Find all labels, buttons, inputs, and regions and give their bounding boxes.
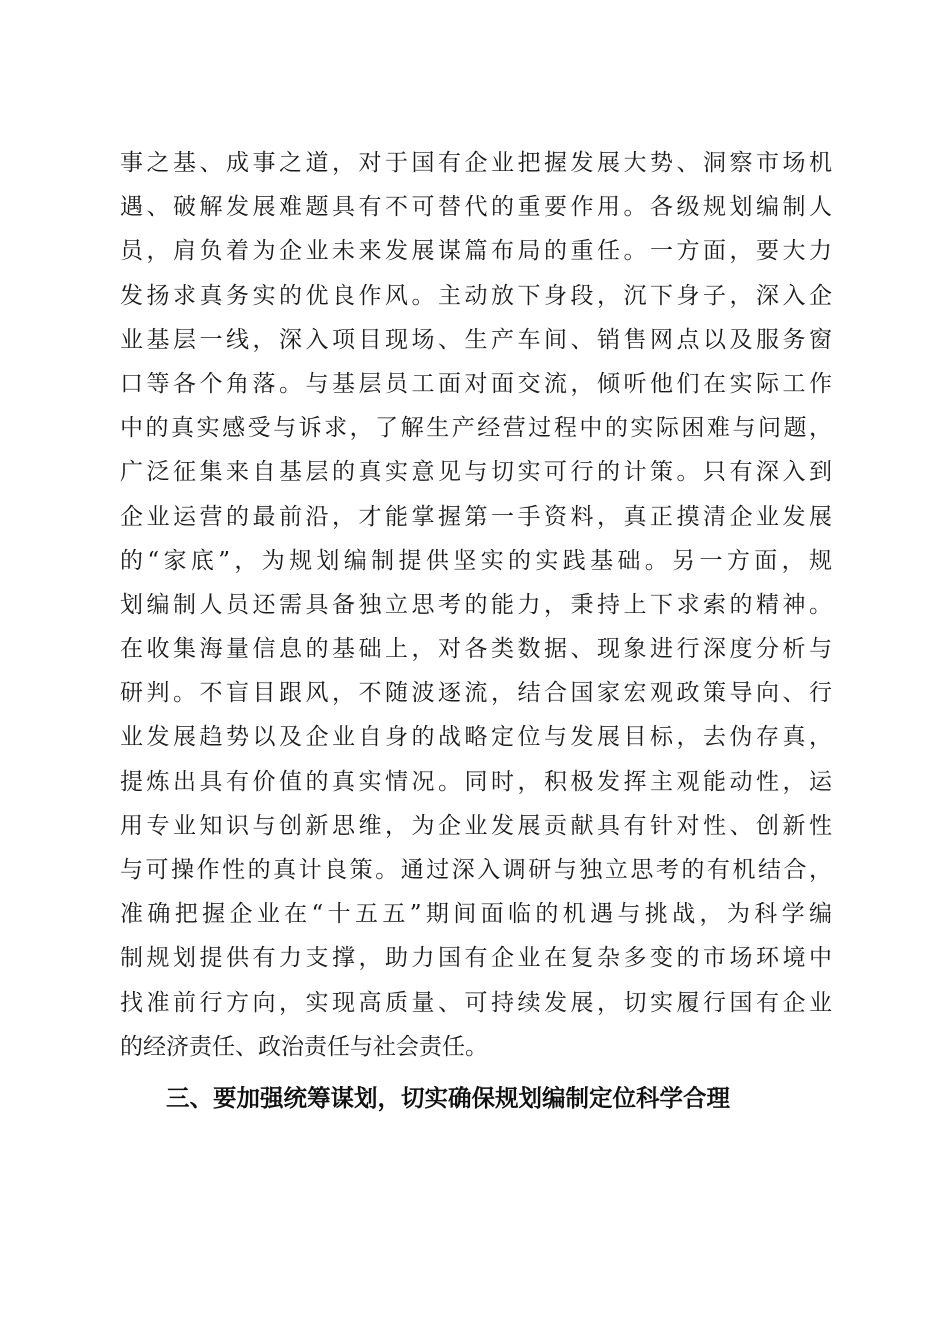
paragraph-line: 与可操作性的真计良策。通过深入调研与独立思考的有机结合， <box>120 857 832 883</box>
paragraph-line: 找准前行方向，实现高质量、可持续发展，切实履行国有企业 <box>120 989 832 1016</box>
paragraph-line: 用专业知识与创新思维，为企业发展贡献具有针对性、创新性 <box>120 812 832 839</box>
paragraph-line: 的“家底”，为规划编制提供坚实的实践基础。另一方面，规 <box>120 547 832 574</box>
paragraph-line: 广泛征集来自基层的真实意见与切实可行的计策。只有深入到 <box>120 459 832 486</box>
paragraph-line: 员，肩负着为企业未来发展谋篇布局的重任。一方面，要大力 <box>120 238 832 265</box>
paragraph-line: 划编制人员还需具备独立思考的能力，秉持上下求索的精神。 <box>120 591 832 618</box>
paragraph-line: 提炼出具有价值的真实情况。同时，积极发挥主观能动性，运 <box>120 768 832 795</box>
paragraph-line: 准确把握企业在“十五五”期间面临的机遇与挑战，为科学编 <box>120 901 832 928</box>
paragraph-line: 中的真实感受与诉求，了解生产经营过程中的实际困难与问题， <box>120 415 832 442</box>
paragraph-line: 企业运营的最前沿，才能掌握第一手资料，真正摸清企业发展 <box>120 503 832 530</box>
paragraph-line: 发扬求真务实的优良作风。主动放下身段，沉下身子，深入企 <box>120 282 832 309</box>
paragraph-line: 的经济责任、政治责任与社会责任。 <box>120 1033 488 1060</box>
paragraph-line: 口等各个角落。与基层员工面对面交流，倾听他们在实际工作 <box>120 370 832 397</box>
paragraph-line: 业基层一线，深入项目现场、生产车间、销售网点以及服务窗 <box>120 326 832 353</box>
paragraph-line: 事之基、成事之道，对于国有企业把握发展大势、洞察市场机 <box>120 150 832 176</box>
paragraph-line: 制规划提供有力支撑，助力国有企业在复杂多变的市场环境中 <box>120 945 832 972</box>
paragraph-line: 研判。不盲目跟风，不随波逐流，结合国家宏观政策导向、行 <box>120 680 832 707</box>
body-paragraph <box>120 141 832 1069</box>
paragraph-line: 遇、破解发展难题具有不可替代的重要作用。各级规划编制人 <box>120 194 832 221</box>
paragraph-line: 业发展趋势以及企业自身的战略定位与发展目标，去伪存真， <box>120 724 832 751</box>
section-heading: 三、要加强统筹谋划，切实确保规划编制定位科学合理 <box>166 1084 730 1112</box>
paragraph-line: 在收集海量信息的基础上，对各类数据、现象进行深度分析与 <box>120 636 832 663</box>
